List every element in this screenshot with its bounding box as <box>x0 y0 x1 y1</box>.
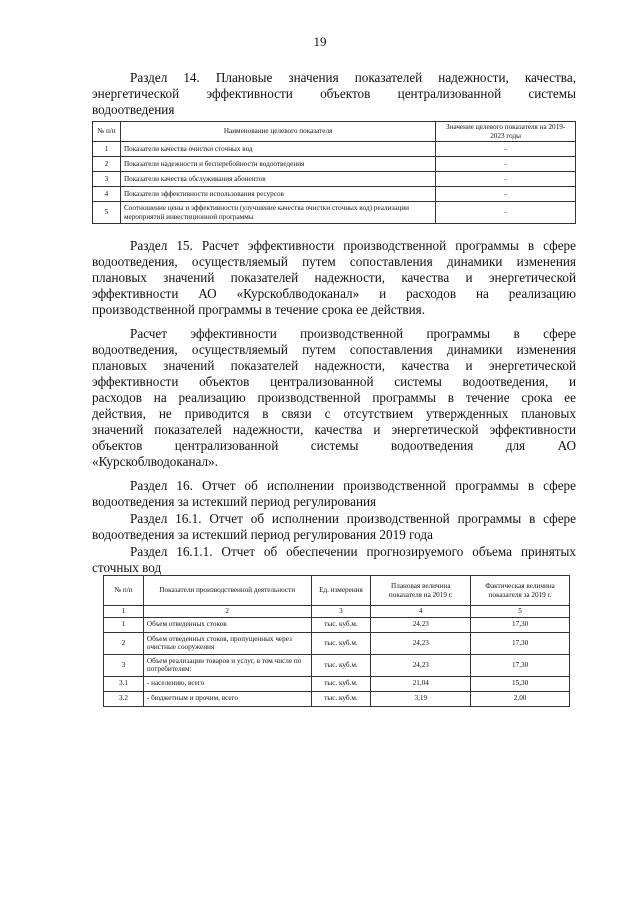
indicator-name: Объем реализации товаров и услуг, в том числе по потребителям: <box>143 654 311 676</box>
table-row <box>104 617 570 632</box>
indicator-name: Показатели надежности и бесперебойности водоотведения <box>120 157 435 172</box>
row-number: 3.1 <box>104 676 144 691</box>
section1611-line: Раздел 16.1.1. Отчет об обеспечении прогнозируемого объема принятых <box>130 544 576 559</box>
indicator-value: - <box>436 172 576 187</box>
body-line: водоотведения, осуществляемый путем сопоставления динамики изменения <box>92 342 576 357</box>
section14-heading-line: Раздел 14. Плановые значения показателей надежности, качества, <box>130 70 576 85</box>
header-cell: Наименование целевого показателя <box>120 122 435 142</box>
indicator-name: Соотношение цены и эффективности (улучшение качества очистки сточных вод) реализации мероприятий инвестиционной программы <box>120 202 435 224</box>
actual-value: 17,30 <box>471 654 570 676</box>
planned-value: 24,23 <box>371 632 471 654</box>
section15-line: производственной программы в течение срока ее действия. <box>92 302 426 317</box>
indicator-value: - <box>436 142 576 157</box>
table-row <box>104 654 570 676</box>
section161-line: Раздел 16.1. Отчет об исполнении производственной программы в сфере <box>130 511 576 526</box>
header-cell: № п/п <box>93 122 121 142</box>
header-cell: Ед. измерения <box>311 576 371 606</box>
targets-table <box>92 121 576 224</box>
row-number: 2 <box>93 157 121 172</box>
column-number: 2 <box>143 606 311 618</box>
unit: тыс. куб.м. <box>311 654 371 676</box>
table-header-row <box>104 576 570 606</box>
column-number: 5 <box>471 606 570 618</box>
row-number: 3.2 <box>104 691 144 706</box>
indicator-name: Показатели качества обслуживания абонентов <box>120 172 435 187</box>
indicator-name: Показатели качества очистки сточных вод <box>120 142 435 157</box>
body-line: действия, не приводится в связи с отсутствием утвержденных плановых <box>92 406 576 421</box>
header-cell: № п/п <box>104 576 144 606</box>
body-line: значений показателей надежности, качества и энергетической эффективности <box>92 422 576 437</box>
row-number: 3 <box>104 654 144 676</box>
indicator-name: Объем отведенных стоков, пропущенных через очистные сооружения <box>143 632 311 654</box>
unit: тыс. куб.м. <box>311 632 371 654</box>
table-row <box>93 172 576 187</box>
section161-heading <box>92 511 576 543</box>
indicator-name: Показатели эффективности использования ресурсов <box>120 187 435 202</box>
section15-line: плановых значений показателей надежности, качества и энергетической <box>92 270 576 285</box>
table-row <box>104 632 570 654</box>
row-number: 3 <box>93 172 121 187</box>
planned-value: 21,04 <box>371 676 471 691</box>
body-line: объектов централизованной системы водоотведения для АО <box>92 438 576 453</box>
indicator-name: Объем отведенных стоков <box>143 617 311 632</box>
indicator-value: - <box>436 202 576 224</box>
row-number: 5 <box>93 202 121 224</box>
row-number: 2 <box>104 632 144 654</box>
body-line: расходов на реализацию производственной программы в течение срока ее <box>92 390 576 405</box>
indicator-value: - <box>436 187 576 202</box>
table-header-row <box>93 122 576 142</box>
actual-value: 17,30 <box>471 617 570 632</box>
header-cell: Значение целевого показателя на 2019-2023 годы <box>436 122 576 142</box>
header-cell: Плановая величина показателя на 2019 г. <box>371 576 471 606</box>
actual-value: 15,30 <box>471 676 570 691</box>
section161-line: водоотведения за истекший период регулирования 2019 года <box>92 527 433 542</box>
table-row <box>93 142 576 157</box>
section14-heading-line: водоотведения <box>92 102 175 117</box>
column-number: 1 <box>104 606 144 618</box>
section1611-line: сточных вод <box>92 560 162 575</box>
wastewater-volume-table <box>103 575 570 707</box>
section14-heading <box>92 70 576 118</box>
section16-heading <box>92 478 576 510</box>
page-number: 19 <box>313 34 327 49</box>
indicator-name: - населению, всего <box>143 676 311 691</box>
table-row <box>93 157 576 172</box>
unit: тыс. куб.м. <box>311 691 371 706</box>
section15-line: Раздел 15. Расчет эффективности производственной программы в сфере <box>130 238 576 253</box>
row-number: 4 <box>93 187 121 202</box>
body-line: плановых значений показателей надежности, качества и энергетической <box>92 358 576 373</box>
actual-value: 17,30 <box>471 632 570 654</box>
planned-value: 24,23 <box>371 617 471 632</box>
body-line: «Курскоблводоканал». <box>92 454 218 469</box>
row-number: 1 <box>93 142 121 157</box>
unit: тыс. куб.м. <box>311 617 371 632</box>
column-number: 4 <box>371 606 471 618</box>
header-cell: Показатели производственной деятельности <box>143 576 311 606</box>
indicator-value: - <box>436 157 576 172</box>
section14-heading-line: энергетической эффективности объектов централизованной системы <box>92 86 576 101</box>
indicator-name: - бюджетным и прочим, всего <box>143 691 311 706</box>
table-row <box>104 691 570 706</box>
body-line: эффективности объектов централизованной системы водоотведения, и <box>92 374 576 389</box>
table-row <box>93 187 576 202</box>
column-numbering-row <box>104 606 570 618</box>
unit: тыс. куб.м. <box>311 676 371 691</box>
section15-line: эффективности АО «Курскоблводоканал» и расходов на реализацию <box>92 286 576 301</box>
section16-line: Раздел 16. Отчет об исполнении производственной программы в сфере <box>130 478 576 493</box>
section15-line: водоотведения, осуществляемый путем сопоставления динамики изменения <box>92 254 576 269</box>
header-cell: Фактическая величина показателя за 2019 г. <box>471 576 570 606</box>
section1611-heading <box>92 544 576 576</box>
planned-value: 3,19 <box>371 691 471 706</box>
row-number: 1 <box>104 617 144 632</box>
table-row <box>93 202 576 224</box>
column-number: 3 <box>311 606 371 618</box>
table-row <box>104 676 570 691</box>
actual-value: 2,00 <box>471 691 570 706</box>
section15-body <box>92 326 576 470</box>
body-line: Расчет эффективности производственной программы в сфере <box>130 326 576 341</box>
section16-line: водоотведения за истекший период регулирования <box>92 494 377 509</box>
section15-heading <box>92 238 576 318</box>
planned-value: 24,23 <box>371 654 471 676</box>
